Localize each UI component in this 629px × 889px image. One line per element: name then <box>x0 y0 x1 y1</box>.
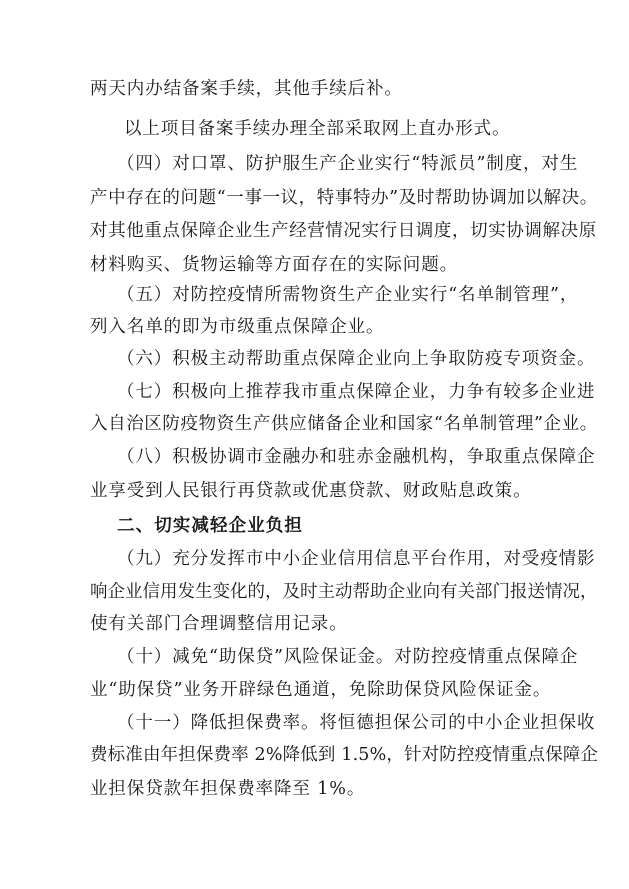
paragraph-line: 以上项目备案手续办理全部采取网上直办形式。 <box>124 119 511 139</box>
paragraph-line: 列入名单的即为市级重点保障企业。 <box>90 317 385 337</box>
paragraph-line: （七）积极向上推荐我市重点保障企业，力争有较多企业进 <box>117 382 596 402</box>
paragraph-line: 响企业信用发生变化的，及时主动帮助企业向有关部门报送情况， <box>90 582 598 602</box>
paragraph-line: （八）积极协调市金融办和驻赤金融机构，争取重点保障企 <box>117 447 596 467</box>
paragraph-line: （九）充分发挥市中小企业信用信息平台作用，对受疫情影 <box>117 549 596 569</box>
paragraph-line: 使有关部门合理调整信用记录。 <box>90 614 348 634</box>
paragraph-line: 费标准由年担保费率 2%降低到 1.5%，针对防控疫情重点保障企 <box>90 745 599 765</box>
section-heading: 二、切实减轻企业负担 <box>117 516 303 536</box>
paragraph-line: 材料购买、货物运输等方面存在的实际问题。 <box>90 255 458 275</box>
paragraph-line: 产中存在的问题“一事一议，特事特办”及时帮助协调加以解决。 <box>90 188 598 208</box>
paragraph-line: （十一）降低担保费率。将恒德担保公司的中小企业担保收 <box>117 713 596 733</box>
paragraph-line: （六）积极主动帮助重点保障企业向上争取防疫专项资金。 <box>117 349 596 369</box>
paragraph-line: （五）对防控疫情所需物资生产企业实行“名单制管理”， <box>117 285 579 305</box>
paragraph-line: （十）减免“助保贷”风险保证金。对防控疫情重点保障企 <box>117 647 579 667</box>
paragraph-line: 入自治区防疫物资生产供应储备企业和国家“名单制管理”企业。 <box>90 414 598 434</box>
paragraph-line: （四）对口罩、防护服生产企业实行“特派员”制度，对生 <box>117 154 579 174</box>
paragraph-line: 业“助保贷”业务开辟绿色通道，免除助保贷风险保证金。 <box>90 680 552 700</box>
paragraph-line: 业享受到人民银行再贷款或优惠贷款、财政贴息政策。 <box>90 481 532 501</box>
paragraph-line: 两天内办结备案手续，其他手续后补。 <box>90 79 403 99</box>
paragraph-line: 业担保贷款年担保费率降至 1%。 <box>90 779 366 799</box>
paragraph-line: 对其他重点保障企业生产经营情况实行日调度，切实协调解决原 <box>90 221 597 241</box>
